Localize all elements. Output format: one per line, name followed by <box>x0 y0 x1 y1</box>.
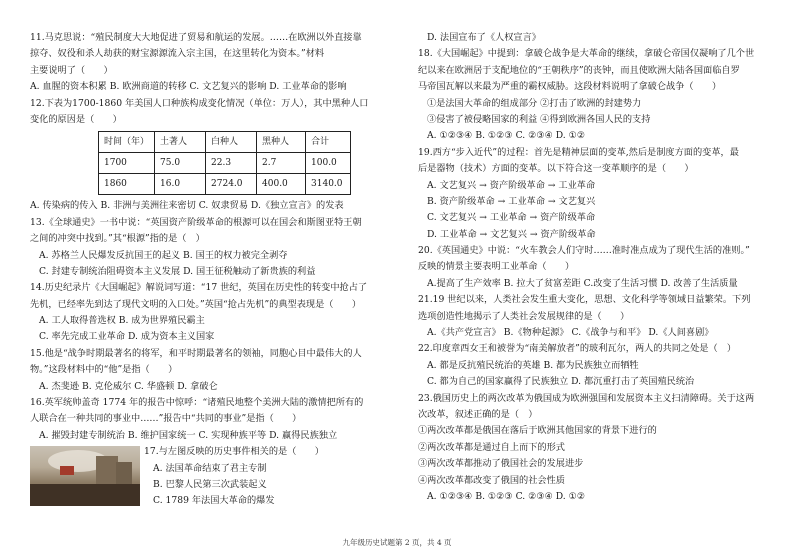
question-11 <box>30 30 387 96</box>
question-21 <box>418 292 770 341</box>
table-row <box>99 174 351 195</box>
statement-line: ④两次改革都改变了俄国的社会性质 <box>418 474 565 486</box>
table-cell: 75.0 <box>155 153 206 174</box>
text-line: 纪以来在欧洲居于支配地位的“王朝秩序”的丧钟，而且使欧洲大陆各国面临自罗 <box>418 64 740 76</box>
text-line: 主要说明了（ ） <box>30 64 113 76</box>
question-23 <box>418 391 770 506</box>
option-line: ③侵害了被侵略国家的利益 ④得到欧洲各国人民的支持 <box>427 113 651 125</box>
text-line: 人联合在一种共同的事业中……”报告中“共同的事业”是指（ ） <box>30 413 302 425</box>
option-line: A.《共产党宣言》 B.《物种起源》 C.《战争与和平》 D.《人间喜剧》 <box>427 327 714 339</box>
question-12 <box>30 96 387 215</box>
table-cell: 16.0 <box>155 174 206 195</box>
bastille-painting-image <box>30 446 140 506</box>
statement-line: ②两次改革都是通过自上而下的形式 <box>418 441 565 453</box>
option-line: B. 资产阶级革命 → 工业革命 → 文艺复兴 <box>427 195 596 207</box>
option-line: A. ①②③④ B. ①②③ C. ②③④ D. ①② <box>427 490 586 502</box>
table-cell: 22.3 <box>206 153 257 174</box>
option-line: A. ①②③④ B. ①②③ C. ②③④ D. ①② <box>427 130 586 142</box>
text-line: 次改革，叙述正确的是（ ） <box>418 408 538 420</box>
question-22 <box>418 341 770 390</box>
option-line: A. 血腥的资本积累 B. 欧洲商道的转移 C. 文艺复兴的影响 D. 工业革命的影响 <box>30 81 347 93</box>
text-line: 20.《英国通史》中说：“火车教会人们守时……准时准点成为了现代生活的准则。” <box>418 245 750 257</box>
option-line: A. 苏格兰人民爆发反抗国王的起义 B. 国王的权力被完全剥夺 <box>39 249 288 261</box>
text-line: 变化的原因是（ ） <box>30 113 122 125</box>
text-line: 18.《大国崛起》中提到：拿破仑战争是大革命的继续，拿破仑帝国仅凝响了几个世 <box>418 48 755 60</box>
table-cell: 400.0 <box>257 174 306 195</box>
text-line: 反映的情景主要表明工业革命（ ） <box>418 261 575 273</box>
question-17 <box>30 444 387 510</box>
table-header-cell: 土著人 <box>155 132 206 153</box>
text-line: 14.历史纪录片《大国崛起》解说词写道：“17 世纪，英国在历史性的转变中抢占了 <box>30 282 368 294</box>
question-18 <box>418 46 770 144</box>
text-line: 12.下表为1700-1860 年美国人口种族构成变化情况（单位：万人），其中黑种人口 <box>30 97 369 109</box>
question-19 <box>418 145 770 243</box>
text-line: 17.与左图反映的历史事件相关的是（ ） <box>144 446 324 458</box>
option-line: A. 文艺复兴 → 资产阶级革命 → 工业革命 <box>427 179 596 191</box>
text-line: 物。”这段材料中的“他”是指（ ） <box>30 364 178 376</box>
statement-line: ①两次改革都是俄国在落后于欧洲其他国家的背景下进行的 <box>418 425 657 437</box>
option-line: C. 率先完成工业革命 D. 成为资本主义国家 <box>39 331 215 343</box>
option-line: D. 工业革命 → 文艺复兴 → 资产阶级革命 <box>427 228 596 240</box>
question-14 <box>30 280 387 346</box>
text-line: 之间的冲突中找到。”其“根源”指的是（ ） <box>30 233 205 245</box>
table-header-cell: 白种人 <box>206 132 257 153</box>
table-header-cell: 合计 <box>306 132 351 153</box>
question-20 <box>418 243 770 292</box>
text-line: 16.英军统帅盖奇 1774 年的报告中惊呼：“诸殖民地整个美洲大陆的激情把所有的 <box>30 397 364 409</box>
text-line: 19.西方“步入近代”的过程：首先是精神层面的变革,然后是制度方面的变革，最 <box>418 146 739 158</box>
left-column <box>30 30 387 510</box>
page-footer: 九年级历史试题第 2 页，共 4 页 <box>342 538 452 547</box>
text-line: 22.印度章西女王和被誉为“南美解放者”的玻利瓦尔，两人的共同之处是（ ） <box>418 343 737 355</box>
text-line: 11.马克思说：“殖民制度大大地促进了贸易和航运的发展。……在欧洲以外直接靠 <box>30 32 362 43</box>
table-header-cell: 时间（年） <box>99 132 155 153</box>
question-15 <box>30 346 387 395</box>
population-table <box>98 131 351 195</box>
question-16 <box>30 395 387 444</box>
text-line: 掠夺、奴役和杀人劫获的财宝源源流入宗主国，在这里转化为资本。”材料 <box>30 48 325 60</box>
option-line: A. 传染病的传入 B. 非洲与美洲往来密切 C. 奴隶贸易 D.《独立宣言》的发表 <box>30 200 344 212</box>
text-line: 马帝国瓦解以来最为严重的霸权威胁。这段材料说明了拿破仑战争（ ） <box>418 81 722 93</box>
option-line: B. 巴黎人民第三次武装起义 <box>153 478 267 490</box>
option-line: A. 法国革命结束了君主专制 <box>153 462 267 474</box>
table-cell: 1860 <box>99 174 155 195</box>
table-header-row <box>99 132 351 153</box>
table-cell: 100.0 <box>306 153 351 174</box>
right-column <box>418 30 770 505</box>
option-line: C. 都为自己的国家赢得了民族独立 D. 都沉重打击了英国殖民统治 <box>427 376 695 388</box>
question-17-text <box>144 444 389 510</box>
table-cell: 2.7 <box>257 153 306 174</box>
table-header-cell: 黑种人 <box>257 132 306 153</box>
question-17-continued <box>418 30 770 46</box>
text-line: 21.19 世纪以来，人类社会发生重大变化，思想、文化科学等领域日益繁荣。下列 <box>418 294 751 306</box>
option-line: A. 都是反抗殖民统治的英雄 B. 都为民族独立而牺牲 <box>427 359 639 371</box>
table-cell: 3140.0 <box>306 174 351 195</box>
option-line: A.提高了生产效率 B. 拉大了贫富差距 C.改变了生活习惯 D. 改善了生活质量 <box>427 277 738 289</box>
table-cell: 2724.0 <box>206 174 257 195</box>
option-line: A. 工人取得普选权 B. 成为世界殖民霸主 <box>39 315 205 327</box>
text-line: 15.他是“战争时期最著名的将军，和平时期最著名的领袖，同胞心目中最伟大的人 <box>30 347 362 359</box>
option-line: A. 杰斐逊 B. 克伦威尔 C. 华盛顿 D. 拿破仑 <box>39 380 218 392</box>
option-line: C. 文艺复兴 → 工业革命 → 资产阶级革命 <box>427 212 596 224</box>
option-line: ①是法国大革命的组成部分 ②打击了欧洲的封建势力 <box>427 97 642 109</box>
text-line: 后是器物（技术）方面的变革。以下符合这一变革顺序的是（ ） <box>418 163 694 175</box>
question-13 <box>30 215 387 281</box>
statement-line: ③两次改革都推动了俄国社会的发展进步 <box>418 458 584 470</box>
option-line: A. 摧毁封建专制统治 B. 维护国家统一 C. 实现种族平等 D. 赢得民族独立 <box>39 429 338 441</box>
table-cell: 1700 <box>99 153 155 174</box>
option-line: D. 法国宣布了《人权宣言》 <box>427 32 541 43</box>
option-line: C. 封建专制统治阻碍资本主义发展 D. 国王征税触动了新贵族的利益 <box>39 265 316 277</box>
text-line: 选项创造性地揭示了人类社会发展规律的是（ ） <box>418 310 630 322</box>
option-line: C. 1789 年法国大革命的爆发 <box>153 495 275 507</box>
text-line: 先机，已经率先到达了现代文明的入口处。”英国“抢占先机”的典型表现是（ ） <box>30 298 362 310</box>
text-line: 23.俄国历史上的两次改革为俄国成为欧洲强国和发展资本主义扫清障碍。关于这两 <box>418 392 755 404</box>
text-line: 13.《全球通史》一书中说：“英国资产阶级革命的根源可以在国会和斯图亚特王朝 <box>30 216 362 228</box>
table-row <box>99 153 351 174</box>
